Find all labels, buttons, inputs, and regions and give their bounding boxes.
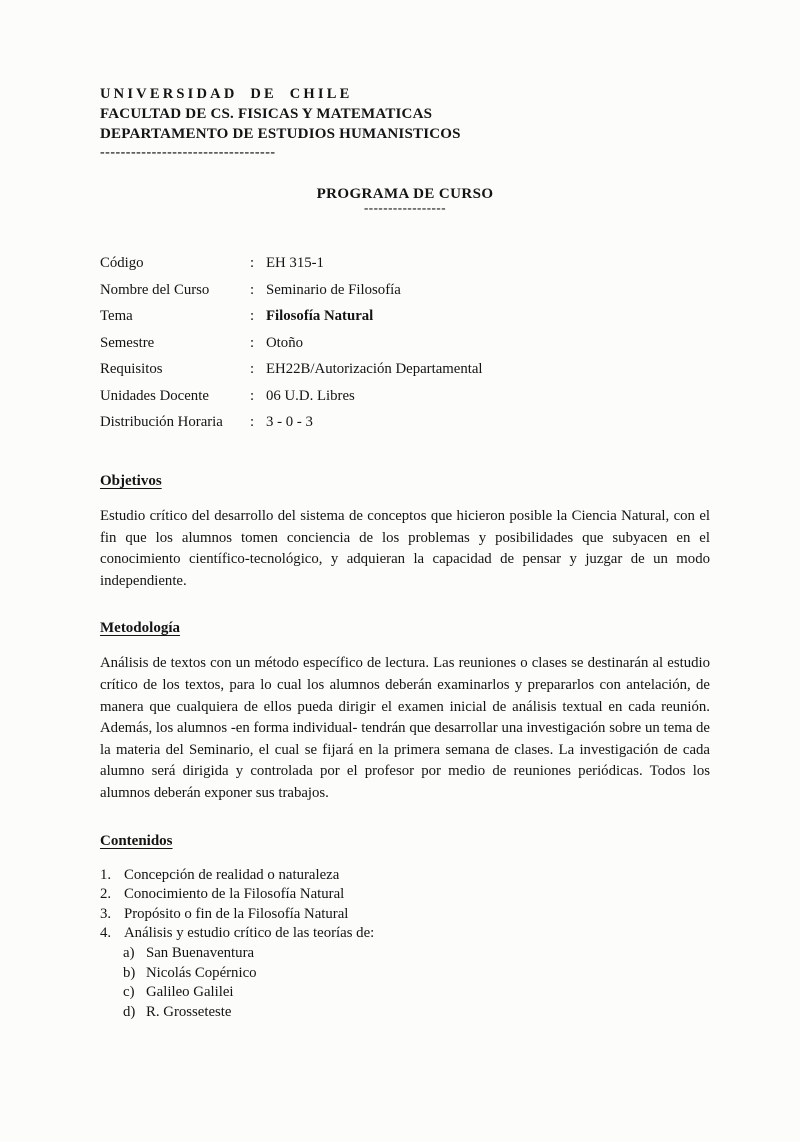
list-item: [100, 905, 710, 925]
header-divider-dashes: ----------------------------------: [100, 145, 276, 160]
field-value: Otoño: [266, 334, 303, 351]
section-heading-metodologia: Metodología: [100, 620, 180, 637]
field-row-tema: [100, 308, 710, 325]
list-item: [100, 924, 710, 944]
institution-header: [100, 84, 710, 160]
field-colon: :: [250, 361, 255, 377]
section-heading-objetivos: Objetivos: [100, 473, 162, 489]
field-label: Semestre: [100, 334, 155, 351]
list-item-marker: 2.: [100, 886, 112, 903]
list-item-marker: 4.: [100, 925, 112, 942]
document-title: PROGRAMA DE CURSO: [316, 186, 494, 202]
title-underline-dashes: -----------------: [363, 200, 447, 215]
field-colon: :: [250, 308, 255, 324]
field-label: Código: [100, 255, 144, 271]
field-row-distribucion-horaria: [100, 414, 710, 431]
field-colon: :: [250, 255, 255, 271]
field-colon: :: [250, 414, 255, 430]
field-row-unidades-docente: [100, 388, 710, 405]
field-colon: :: [250, 281, 255, 298]
field-label: Distribución Horaria: [100, 414, 223, 430]
university-name: UNIVERSIDAD DE CHILE: [100, 86, 353, 102]
sub-item-marker: c): [123, 984, 135, 1001]
sub-item-marker: b): [123, 964, 136, 981]
list-item-text: Conocimiento de la Filosofía Natural: [124, 886, 345, 903]
list-item: [100, 885, 710, 905]
list-item-text: Análisis y estudio crítico de las teorías de:: [124, 925, 375, 942]
title-block: [100, 186, 710, 213]
list-item-marker: 1.: [100, 866, 112, 883]
field-row-semestre: [100, 335, 710, 352]
metodologia-paragraph: Análisis de textos con un método específico de lectura. Las reuniones o clases se destinarán al estudio crítico de los textos, para lo cual los alumnos deberán examinarlos y prepararlos con antelación, de manera que cualquiera de ellos pueda dirigir el examen inicial de análisis textual en cada reunión. Además, los alumnos -en forma individual- tendrán que desarrollar una investigación sobre un tema de la materia del Seminario, el cual se fijará en la primera semana de clases. La investigación de cada alumno será dirigida y controlada por el profesor por medio de reuniones periódicas. Todos los alumnos deberán exponer sus trabajos.: [100, 655, 710, 801]
field-label: Tema: [100, 308, 133, 324]
field-value: Filosofía Natural: [266, 308, 374, 324]
sub-item-text: San Buenaventura: [146, 944, 255, 961]
sub-item-text: Nicolás Copérnico: [146, 964, 257, 981]
field-row-codigo: [100, 255, 710, 272]
sub-item-text: Galileo Galilei: [146, 984, 234, 1001]
field-colon: :: [250, 387, 255, 404]
field-value: Seminario de Filosofía: [266, 281, 401, 298]
department-name: DEPARTAMENTO DE ESTUDIOS HUMANISTICOS: [100, 126, 461, 142]
sub-list-item: [123, 964, 710, 984]
objetivos-paragraph: Estudio crítico del desarrollo del sistema de conceptos que hicieron posible la Ciencia Natural, con el fin que los alumnos tomen conciencia de los problemas y posibilidades que subyacen en el conocimiento científico-tecnológico, y adquieran la capacidad de pensar y juzgar de un modo independiente.: [100, 508, 710, 589]
sub-item-text: R. Grosseteste: [146, 1003, 232, 1020]
sub-list-item: [123, 983, 710, 1003]
field-value: 06 U.D. Libres: [266, 387, 355, 404]
field-value: EH22B/Autorización Departamental: [266, 361, 483, 377]
field-row-requisitos: [100, 361, 710, 378]
contenidos-list: [100, 866, 710, 1023]
field-value: EH 315-1: [266, 255, 324, 271]
list-item: [100, 866, 710, 886]
sub-item-marker: d): [123, 1003, 136, 1020]
sub-list-item: [123, 1003, 710, 1023]
list-item-text: Concepción de realidad o naturaleza: [124, 866, 340, 883]
contenidos-sub-list: [100, 944, 710, 1022]
list-item-text: Propósito o fin de la Filosofía Natural: [124, 905, 349, 922]
course-fields: [100, 255, 710, 431]
field-label: Nombre del Curso: [100, 281, 210, 298]
sub-item-marker: a): [123, 944, 135, 961]
list-item-marker: 3.: [100, 905, 112, 922]
faculty-name: FACULTAD DE CS. FISICAS Y MATEMATICAS: [100, 106, 433, 122]
field-row-nombre-del-curso: [100, 282, 710, 299]
sub-list-item: [123, 944, 710, 964]
field-label: Unidades Docente: [100, 387, 209, 404]
section-heading-contenidos: Contenidos: [100, 832, 173, 849]
field-value: 3 - 0 - 3: [266, 414, 313, 430]
field-label: Requisitos: [100, 361, 163, 377]
field-colon: :: [250, 334, 255, 351]
